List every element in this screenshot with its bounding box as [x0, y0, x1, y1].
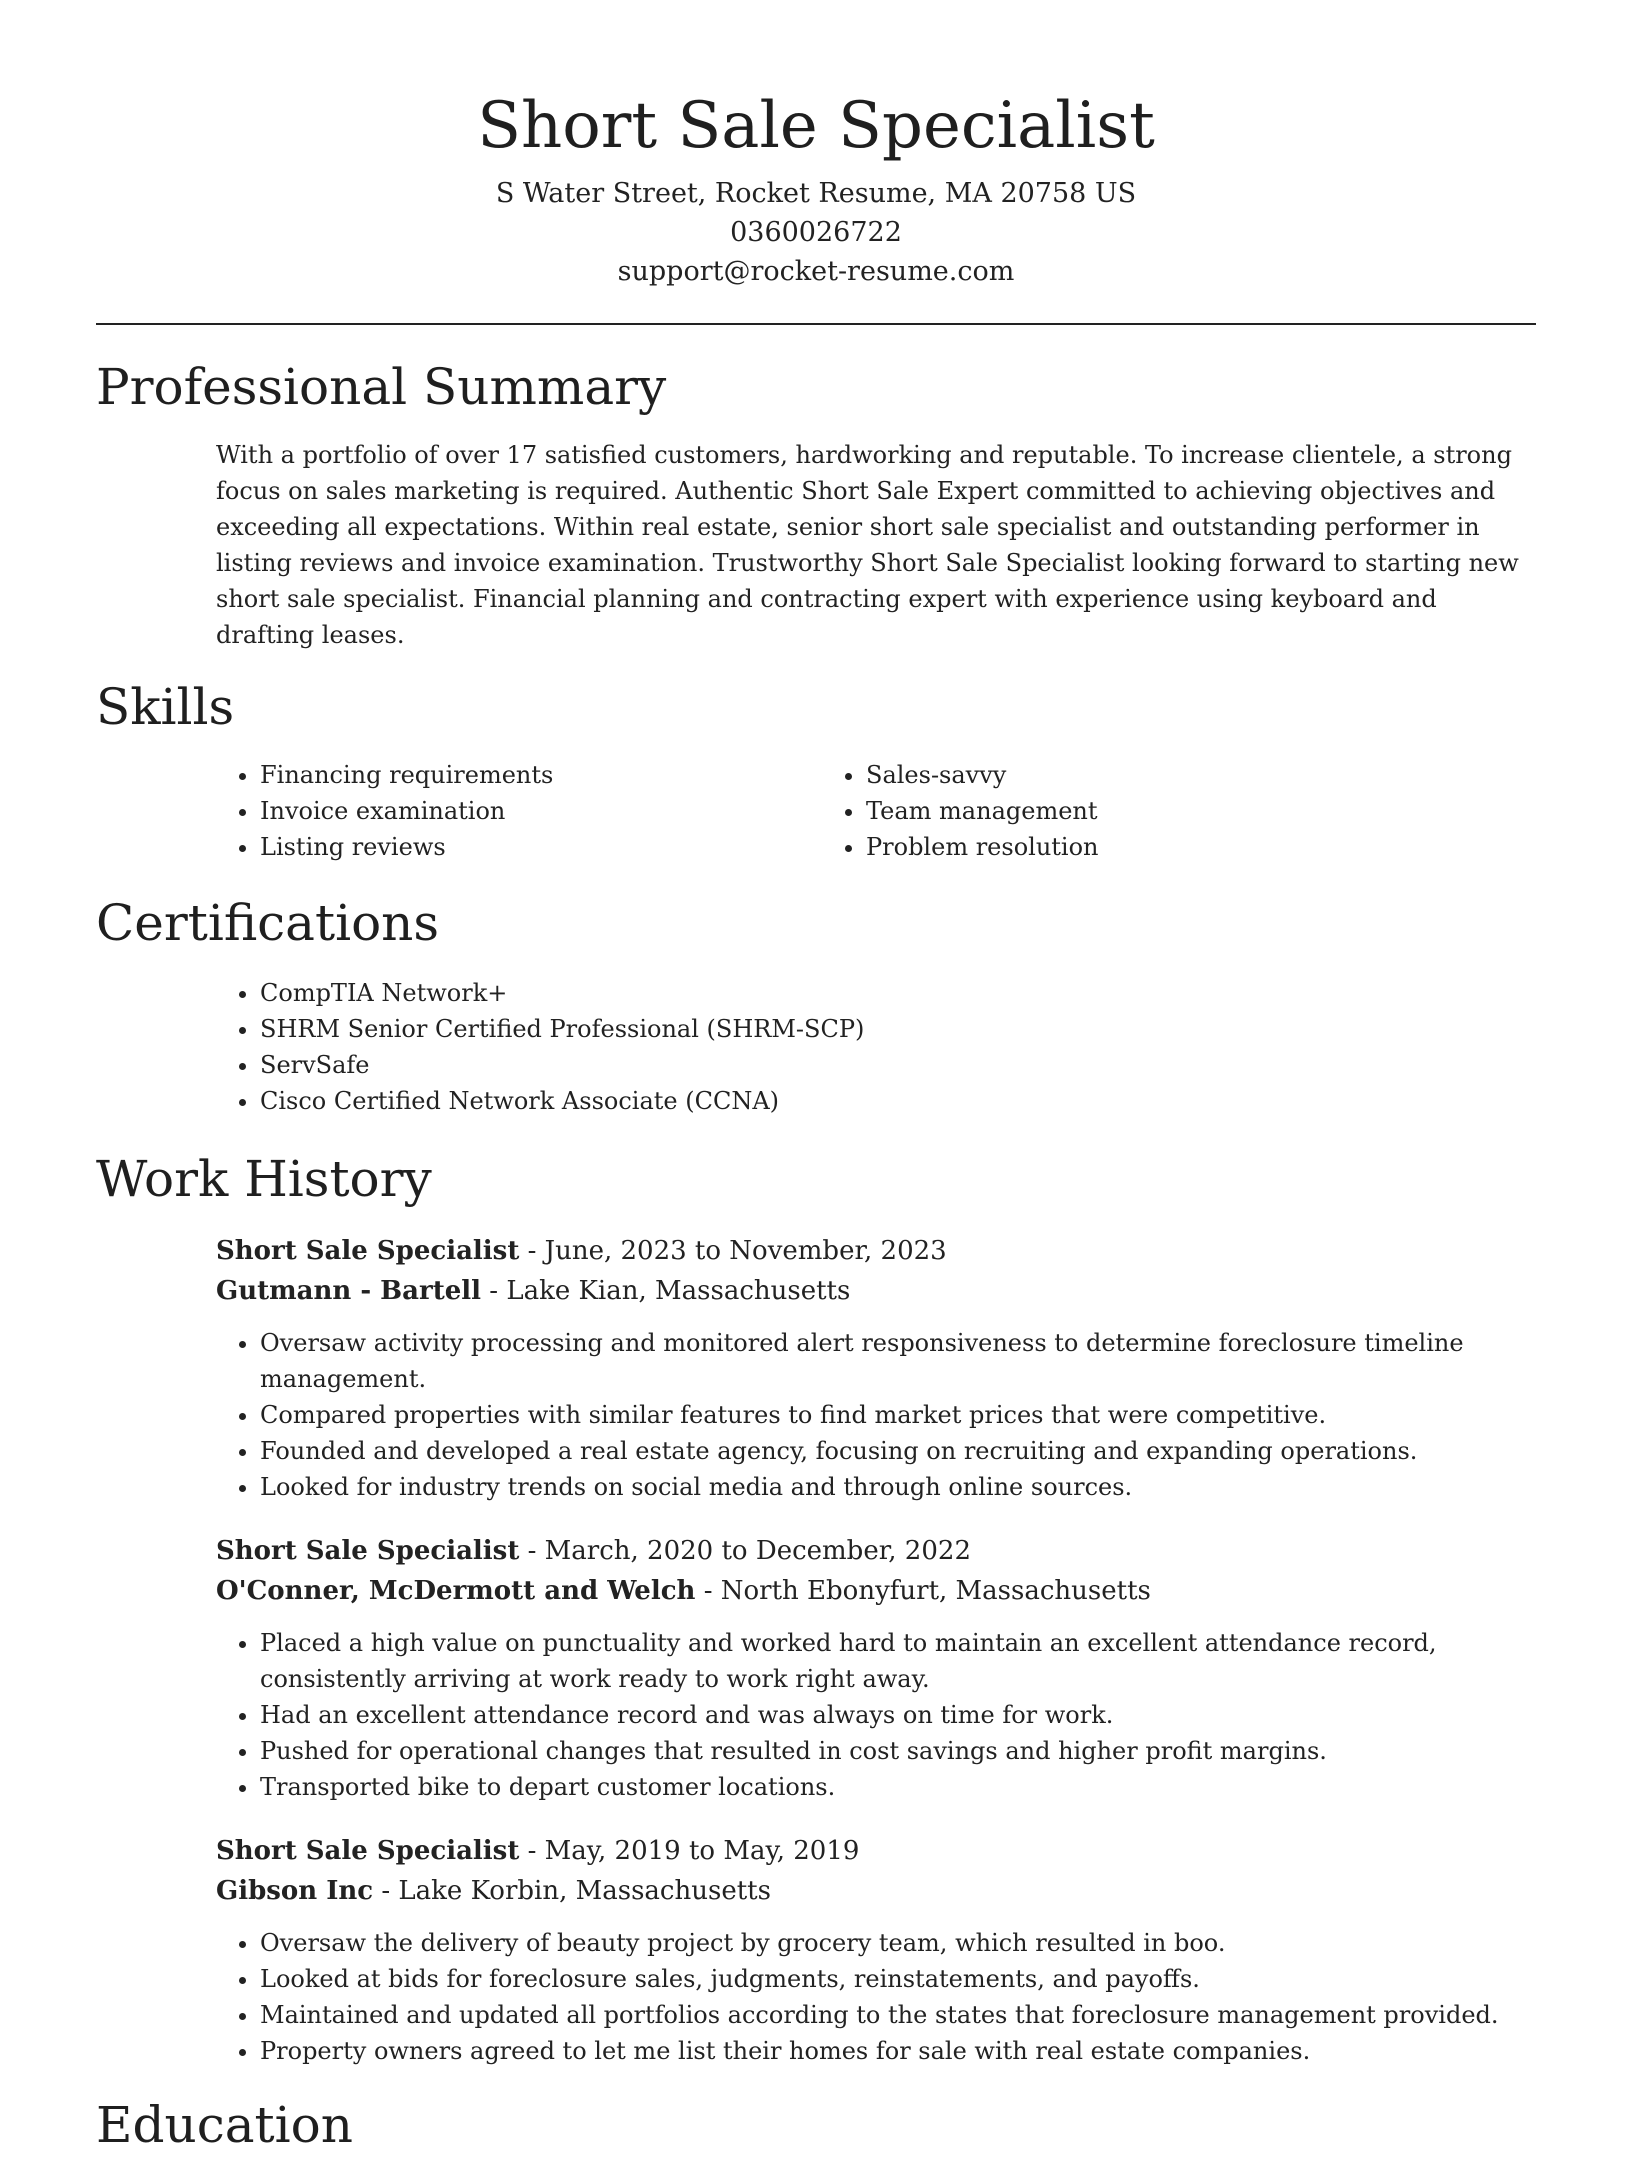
header-divider [96, 323, 1536, 325]
skill-item: • Sales-savvy [866, 757, 1428, 793]
job-dates: - March, 2020 to December, 2022 [519, 1536, 971, 1566]
certification-item: • SHRM Senior Certified Professional (SHRM-SCP) [260, 1011, 1536, 1047]
work-history-section [96, 1147, 1536, 2069]
job-entry [216, 1231, 1536, 1505]
section-title-education: Education [96, 2096, 353, 2154]
job-company-line [216, 1871, 1536, 1911]
job-bullet: • Looked at bids for foreclosure sales, judgments, reinstatements, and payoffs. [260, 1961, 1536, 1997]
skill-item: • Invoice examination [260, 793, 822, 829]
certification-item: • Cisco Certified Network Associate (CCNA) [260, 1083, 1536, 1119]
job-location: - North Ebonyfurt, Massachusetts [695, 1576, 1151, 1606]
job-bullet: • Compared properties with similar features to find market prices that were competitive. [260, 1397, 1536, 1433]
summary-text: With a portfolio of over 17 satisfied customers, hardworking and reputable. To increase clientele, a strong focus on sales marketing is required. Authentic Short Sale Expert committed to achieving objectives and exceeding all expectations. Within real estate, senior short sale specialist and outstanding performer in listing reviews and invoice examination. Trustworthy Short Sale Specialist looking forward to starting new short sale specialist. Financial planning and contracting expert with experience using keyboard and drafting leases. [216, 441, 1519, 649]
section-title-work-history: Work History [96, 1150, 432, 1208]
job-bullet: • Maintained and updated all portfolios according to the states that foreclosure management provided. [260, 1997, 1536, 2033]
job-entry [216, 1831, 1536, 2069]
certifications-list [216, 975, 1536, 1119]
job-company: Gibson Inc [216, 1876, 374, 1906]
skill-item: • Financing requirements [260, 757, 822, 793]
job-bullets [216, 1325, 1536, 1505]
job-role: Short Sale Specialist [216, 1536, 520, 1566]
skills-section [96, 675, 1536, 865]
job-company-line [216, 1571, 1536, 1611]
resume-page [96, 0, 1536, 2157]
job-bullet: • Oversaw activity processing and monitored alert responsiveness to determine foreclosure timeline management. [260, 1325, 1536, 1397]
job-role-line [216, 1231, 1536, 1271]
certifications-bullets [216, 975, 1536, 1119]
email-line: support@rocket-resume.com [617, 256, 1015, 287]
skill-item: • Listing reviews [260, 829, 822, 865]
job-bullet: • Pushed for operational changes that resulted in cost savings and higher profit margins. [260, 1733, 1536, 1769]
section-title-certifications: Certifications [96, 894, 440, 952]
skill-item: • Team management [866, 793, 1428, 829]
job-bullet: • Oversaw the delivery of beauty project by grocery team, which resulted in boo. [260, 1925, 1536, 1961]
candidate-name: Short Sale Specialist [477, 89, 1155, 163]
job-bullet: • Looked for industry trends on social media and through online sources. [260, 1469, 1536, 1505]
job-bullet: • Founded and developed a real estate agency, focusing on recruiting and expanding operations. [260, 1433, 1536, 1469]
summary-section [96, 355, 1536, 653]
section-title-skills: Skills [96, 678, 235, 736]
job-role: Short Sale Specialist [216, 1236, 520, 1266]
section-title-summary: Professional Summary [96, 358, 667, 416]
skills-column-left [216, 757, 822, 865]
job-bullet: • Had an excellent attendance record and was always on time for work. [260, 1697, 1536, 1733]
job-company: Gutmann - Bartell [216, 1276, 482, 1306]
certifications-section [96, 891, 1536, 1119]
certification-item: • ServSafe [260, 1047, 1536, 1083]
job-bullets [216, 1625, 1536, 1805]
job-dates: - May, 2019 to May, 2019 [519, 1836, 860, 1866]
job-role-line [216, 1831, 1536, 1871]
skill-item: • Problem resolution [866, 829, 1428, 865]
education-section [96, 2093, 1536, 2157]
job-location: - Lake Korbin, Massachusetts [373, 1876, 771, 1906]
job-role: Short Sale Specialist [216, 1836, 520, 1866]
phone-line: 0360026722 [730, 217, 902, 248]
job-company-line [216, 1271, 1536, 1311]
address-line: S Water Street, Rocket Resume, MA 20758 US [495, 178, 1137, 209]
job-bullet: • Property owners agreed to let me list their homes for sale with real estate companies. [260, 2033, 1536, 2069]
job-role-line [216, 1531, 1536, 1571]
job-entry [216, 1531, 1536, 1805]
skills-columns [216, 757, 1536, 865]
job-bullet: • Placed a high value on punctuality and worked hard to maintain an excellent attendance record, consistently arriving at work ready to work right away. [260, 1625, 1536, 1697]
contact-block [96, 174, 1536, 291]
job-bullet: • Transported bike to depart customer locations. [260, 1769, 1536, 1805]
certification-item: • CompTIA Network+ [260, 975, 1536, 1011]
skills-column-right [822, 757, 1428, 865]
job-bullets [216, 1925, 1536, 2069]
job-dates: - June, 2023 to November, 2023 [519, 1236, 947, 1266]
job-location: - Lake Kian, Massachusetts [481, 1276, 851, 1306]
job-company: O'Conner, McDermott and Welch [216, 1576, 696, 1606]
